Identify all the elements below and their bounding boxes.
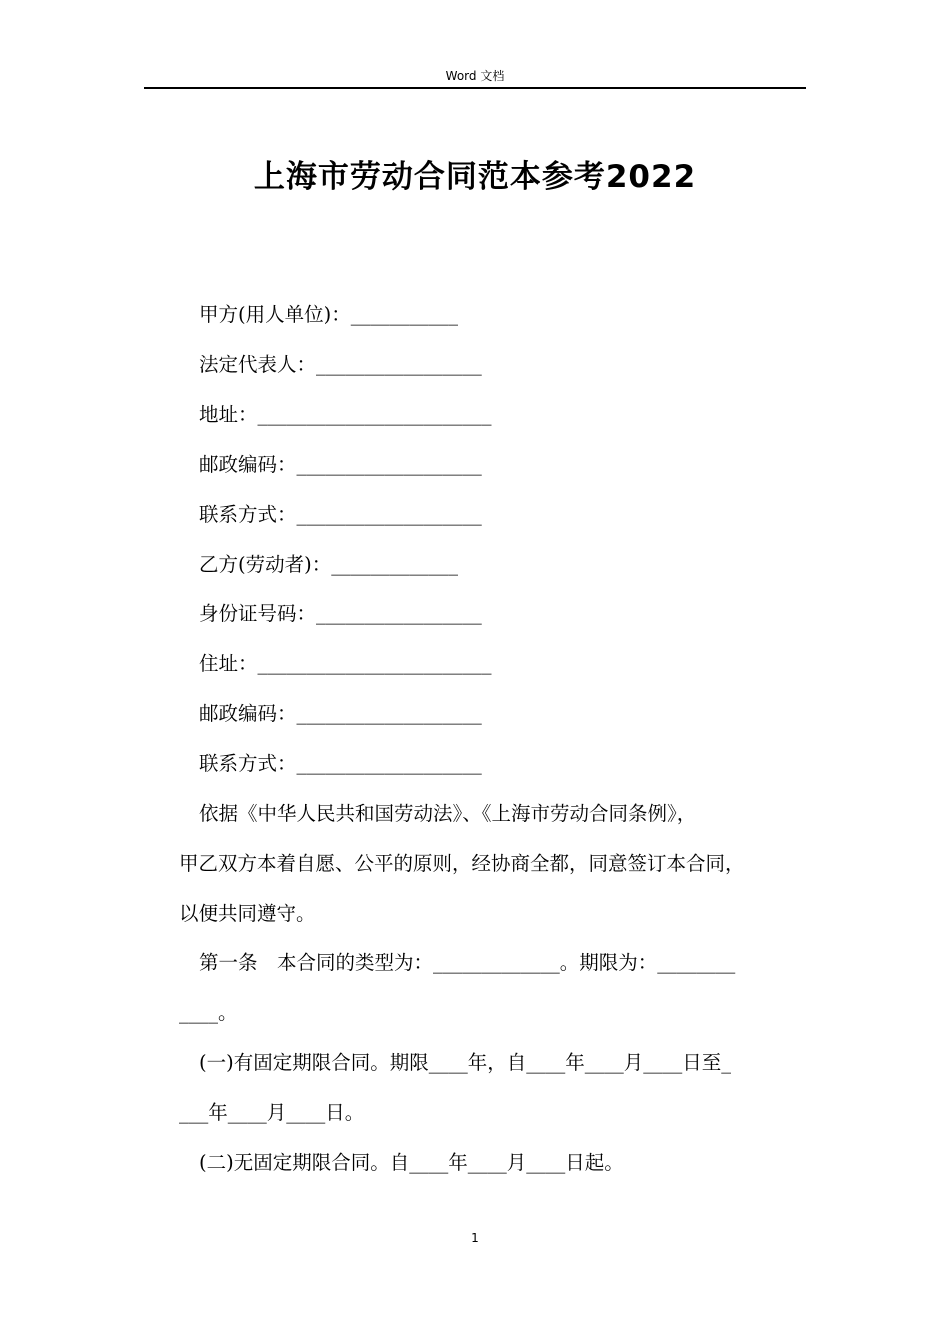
document-title: 上海市劳动合同范本参考2022	[253, 159, 697, 195]
page-header-label: Word 文档	[445, 69, 505, 83]
header-divider	[144, 87, 806, 89]
open-ended-clause-line: (二)无固定期限合同。自____年____月____日起。	[199, 1151, 624, 1174]
article-1-line-2: ____。	[179, 1001, 238, 1024]
preamble-line-2: 甲乙双方本着自愿、公平的原则，经协商全都，同意签订本合同，	[179, 852, 745, 875]
page-number: 1	[471, 1231, 479, 1245]
party-b-postcode-line: 邮政编码：___________________	[199, 702, 482, 725]
party-b-id-number-line: 身份证号码：_________________	[199, 602, 482, 625]
party-b-worker-line: 乙方(劳动者)：_____________	[199, 553, 458, 576]
party-b-address-line: 住址：________________________	[199, 652, 492, 675]
party-b-contact-line: 联系方式：___________________	[199, 752, 482, 775]
party-a-contact-line: 联系方式：___________________	[199, 503, 482, 526]
fixed-term-clause-line-1: (一)有固定期限合同。期限____年，自____年____月____日至_	[199, 1051, 731, 1074]
party-a-postcode-line: 邮政编码：___________________	[199, 453, 482, 476]
article-1-line-1: 第一条 本合同的类型为：_____________。期限为：________	[199, 951, 736, 974]
party-a-employer-line: 甲方(用人单位)：___________	[199, 303, 458, 326]
preamble-line-3: 以便共同遵守。	[179, 902, 316, 925]
fixed-term-clause-line-2: ___年____月____日。	[179, 1101, 365, 1124]
preamble-line-1: 依据《中华人民共和国劳动法》、《上海市劳动合同条例》，	[199, 802, 697, 825]
party-a-legal-rep-line: 法定代表人：_________________	[199, 353, 482, 376]
party-a-address-line: 地址：________________________	[199, 403, 492, 426]
